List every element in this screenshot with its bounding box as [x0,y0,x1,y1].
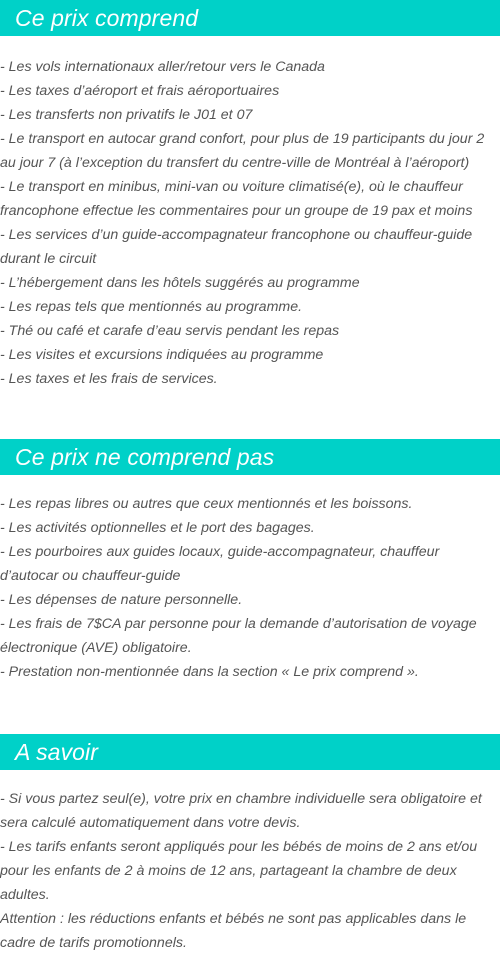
list-item: - Les frais de 7$CA par personne pour la demande d’autorisation de voyage électronique (AVE) obligatoire. [0,616,477,656]
list-item: - Les repas tels que mentionnés au programme. [0,299,303,315]
list-item: - Le transport en minibus, mini-van ou voiture climatisé(e), où le chauffeur francophone effectue les commentaires pour un groupe de 19 pax et moins [0,179,473,219]
list-item: - Les vols internationaux aller/retour vers le Canada [0,59,325,75]
info-list [0,787,500,955]
list-item: - Thé ou café et carafe d’eau servis pendant les repas [0,323,340,339]
list-item: - Les transferts non privatifs le J01 et 07 [0,107,253,123]
list-item: - Les services d’un guide-accompagnateur francophone ou chauffeur-guide durant le circuit [0,227,473,267]
list-item: - Le transport en autocar grand confort, pour plus de 19 participants du jour 2 au jour 7 (à l’exception du transfert du centre-ville de Montréal à l’aéroport) [0,131,485,171]
section-price-includes [0,0,500,391]
section-title: A savoir [0,734,500,770]
section-title: Ce prix ne comprend pas [0,439,500,475]
list-item: - Les dépenses de nature personnelle. [0,592,243,608]
list-item: - Les activités optionnelles et le port des bagages. [0,520,315,536]
section-good-to-know [0,734,500,955]
list-item: - Si vous partez seul(e), votre prix en chambre individuelle sera obligatoire et sera calculé automatiquement dans votre devis. [0,791,482,831]
list-item: - Les tarifs enfants seront appliqués pour les bébés de moins de 2 ans et/ou pour les enfants de 2 à moins de 12 ans, partageant la chambre de deux adultes. [0,839,478,903]
included-list [0,55,500,391]
section-title: Ce prix comprend [0,0,500,36]
list-item: - L’hébergement dans les hôtels suggérés au programme [0,275,360,291]
excluded-list [0,492,500,684]
list-item: - Prestation non-mentionnée dans la section « Le prix comprend ». [0,664,419,680]
list-item: - Les visites et excursions indiquées au programme [0,347,324,363]
list-item: - Les taxes d’aéroport et frais aéroportuaires [0,83,280,99]
list-item: - Les repas libres ou autres que ceux mentionnés et les boissons. [0,496,413,512]
list-item: Attention : les réductions enfants et bébés ne sont pas applicables dans le cadre de tarifs promotionnels. [0,911,467,951]
list-item: - Les taxes et les frais de services. [0,371,218,387]
section-price-excludes [0,439,500,684]
list-item: - Les pourboires aux guides locaux, guide-accompagnateur, chauffeur d’autocar ou chauffeur-guide [0,544,440,584]
